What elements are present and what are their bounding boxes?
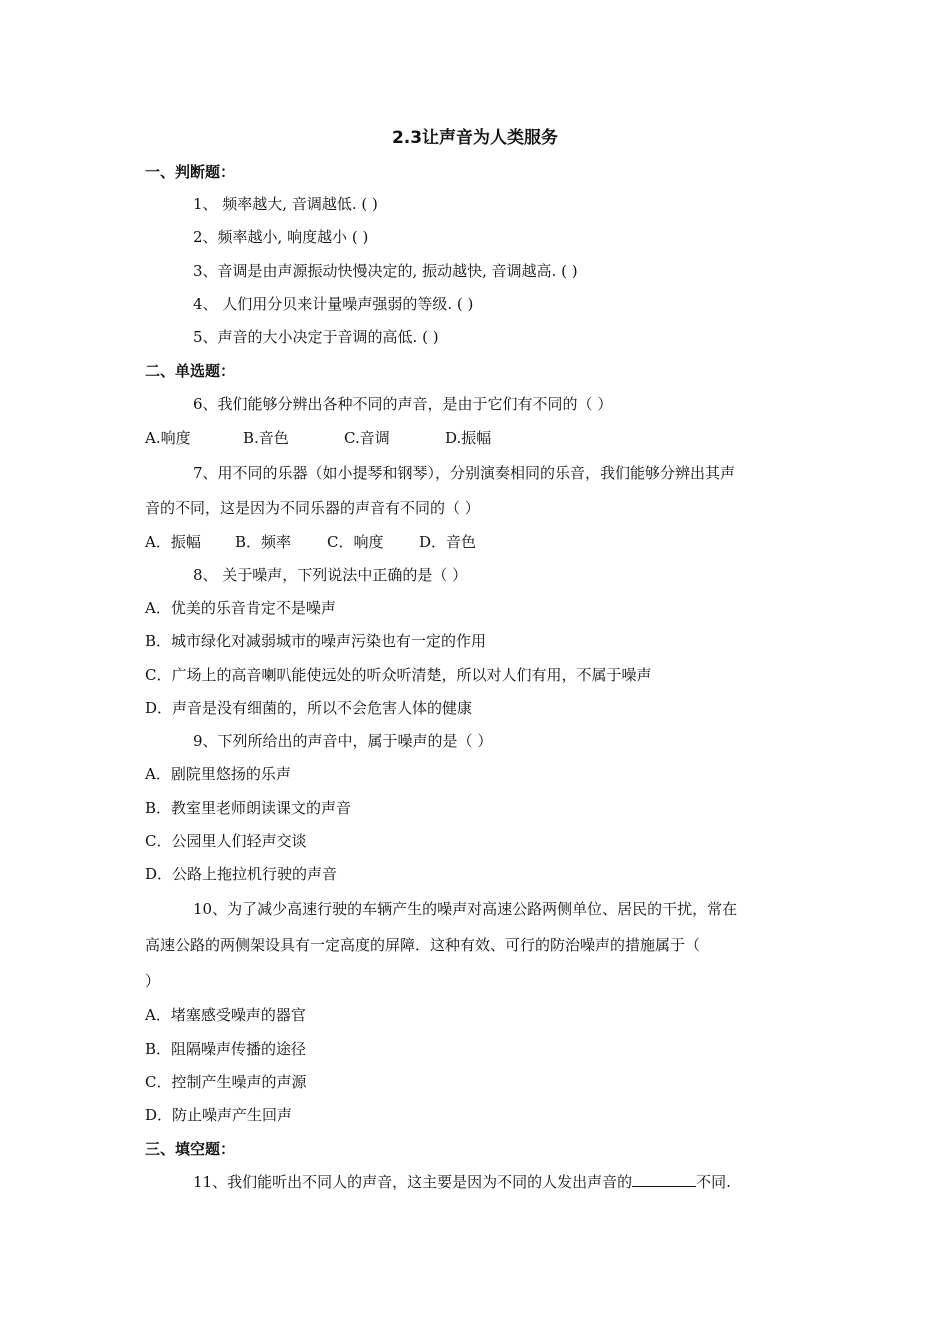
q9-option-b: B．教室里老师朗读课文的声音: [145, 799, 352, 817]
section-heading-judgement: 一、判断题：: [145, 163, 236, 181]
question-6-stem: 6、我们能够分辨出各种不同的声音，是由于它们有不同的（ ）: [193, 395, 613, 413]
question-10-stem-line-3: ）: [145, 972, 161, 990]
section-heading-fill-in: 三、填空题：: [145, 1140, 236, 1158]
q7-option-c: C．响度: [327, 533, 384, 551]
q10-option-a: A．堵塞感受噪声的器官: [145, 1006, 306, 1024]
q6-option-a: A.响度: [145, 429, 191, 447]
question-10-stem-line-1: 10、为了减少高速行驶的车辆产生的噪声对高速公路两侧单位、居民的干扰，常在: [193, 900, 738, 918]
q6-option-d: D.振幅: [445, 429, 492, 447]
section-heading-single-choice: 二、单选题：: [145, 362, 236, 380]
question-8-stem: 8、 关于噪声，下列说法中正确的是（ ）: [193, 566, 468, 584]
q8-option-a: A．优美的乐音肯定不是噪声: [145, 599, 336, 617]
question-7-options: [145, 531, 476, 553]
q10-option-c: C．控制产生噪声的声源: [145, 1073, 307, 1091]
page-title: 2.3让声音为人类服务: [391, 128, 559, 148]
q9-option-c: C．公园里人们轻声交谈: [145, 832, 307, 850]
answer-blank: [632, 1172, 696, 1187]
question-11-stem-end: 不同.: [696, 1173, 731, 1191]
q7-option-b: B．频率: [235, 533, 292, 551]
q8-option-d: D．声音是没有细菌的，所以不会危害人体的健康: [145, 699, 473, 717]
q6-option-c: C.音调: [344, 429, 390, 447]
question-7-stem-line-1: 7、用不同的乐器（如小提琴和钢琴），分别演奏相同的乐音，我们能够分辨出其声: [193, 464, 736, 482]
q9-option-a: A．剧院里悠扬的乐声: [145, 765, 291, 783]
q9-option-d: D．公路上拖拉机行驶的声音: [145, 865, 338, 883]
q10-option-b: B．阻隔噪声传播的途径: [145, 1040, 307, 1058]
q6-option-b: B.音色: [243, 429, 289, 447]
question-10-stem-line-2: 高速公路的两侧架设具有一定高度的屏障．这种有效、可行的防治噪声的措施属于（: [145, 936, 701, 954]
question-9-stem: 9、下列所给出的声音中，属于噪声的是（ ）: [193, 732, 493, 750]
question-7-stem-line-2: 音的不同，这是因为不同乐器的声音有不同的（ ）: [145, 499, 480, 517]
q8-option-c: C．广场上的高音喇叭能使远处的听众听清楚，所以对人们有用，不属于噪声: [145, 666, 652, 684]
q10-option-d: D．防止噪声产生回声: [145, 1106, 293, 1124]
q7-option-a: A．振幅: [145, 533, 201, 551]
q8-option-b: B．城市绿化对减弱城市的噪声污染也有一定的作用: [145, 632, 487, 650]
q7-option-d: D．音色: [419, 533, 477, 551]
judgement-item-5: 5、声音的大小决定于音调的高低. ( ): [193, 328, 439, 346]
question-11-stem: 11、我们能听出不同人的声音，这主要是因为不同的人发出声音的: [193, 1173, 633, 1191]
question-6-options: [145, 427, 491, 449]
question-11: [193, 1171, 731, 1193]
judgement-item-4: 4、 人们用分贝来计量噪声强弱的等级. ( ): [193, 295, 474, 313]
judgement-item-1: 1、 频率越大, 音调越低. ( ): [193, 195, 378, 213]
judgement-item-3: 3、音调是由声源振动快慢决定的, 振动越快, 音调越高. ( ): [193, 262, 578, 280]
judgement-item-2: 2、频率越小, 响度越小 ( ): [193, 228, 369, 246]
